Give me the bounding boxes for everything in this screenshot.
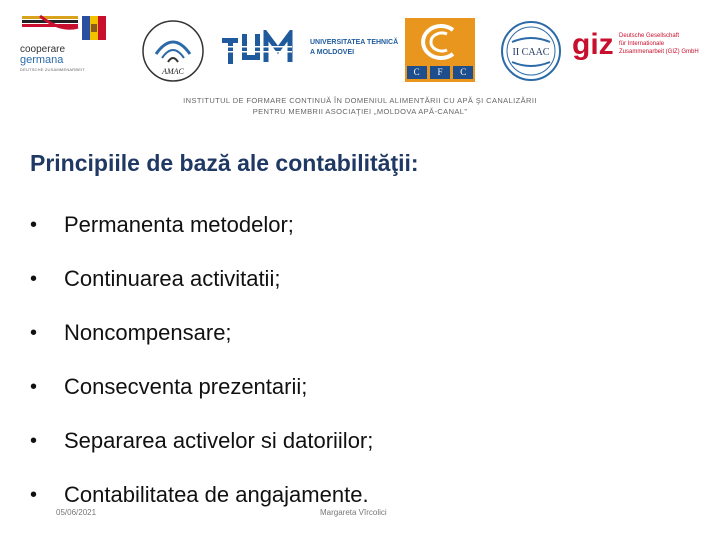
giz-logo (572, 26, 712, 66)
cfc-letter-2: F (430, 66, 450, 79)
bullet-dot: • (30, 321, 38, 344)
coop-line2: germana (20, 54, 64, 66)
giz-wordmark: giz (572, 28, 614, 61)
cfc-letters (405, 66, 475, 79)
cfc-logo (405, 18, 475, 82)
bullet-dot: • (30, 483, 38, 506)
list-item-text: Permanenta metodelor; (64, 212, 294, 237)
cfc-emblem-icon (405, 18, 475, 64)
list-item (30, 252, 373, 306)
giz-subtext (619, 32, 699, 56)
iicaac-label: II CAAC (512, 47, 550, 58)
flags-icon (20, 14, 110, 44)
bullet-dot: • (30, 375, 38, 398)
list-item-text: Noncompensare; (64, 320, 232, 345)
utm-line2: A MOLDOVEI (310, 49, 355, 56)
institute-line1: INSTITUTUL DE FORMARE CONTINUĂ ÎN DOMENIUL ALIMENTĂRII CU APĂ ŞI CANALIZĂRII (183, 96, 537, 105)
coop-line1: cooperare (20, 44, 66, 55)
utm-emblem-icon (222, 30, 308, 66)
giz-sub-line3: Zusammenarbeit (GIZ) GmbH (619, 49, 699, 55)
cooperare-germana-logo (20, 14, 112, 80)
bullet-dot: • (30, 429, 38, 452)
list-item (30, 198, 373, 252)
list-item-text: Consecventa prezentarii; (64, 374, 308, 399)
logo-bar (0, 0, 720, 92)
list-item-text: Continuarea activitatii; (64, 266, 281, 291)
footer-author: Margareta Vîrcolici (320, 508, 387, 517)
principles-list (30, 198, 373, 522)
iicaac-emblem-icon (500, 20, 562, 82)
institute-header (120, 95, 600, 117)
coop-line3: DEUTSCHE ZUSAMMENARBEIT (20, 67, 86, 72)
utm-logo (222, 30, 402, 66)
list-item-text: Separarea activelor si datoriilor; (64, 428, 374, 453)
bullet-dot: • (30, 267, 38, 290)
cfc-letter-3: C (453, 66, 473, 79)
utm-line1: UNIVERSITATEA TEHNICĂ (310, 39, 399, 46)
list-item (30, 360, 373, 414)
iicaac-logo (500, 20, 562, 82)
institute-line2: PENTRU MEMBRII ASOCIAŢIEI „MOLDOVA APĂ-CANAL” (252, 107, 468, 116)
slide-title: Principiile de bază ale contabilităţii: (30, 150, 419, 176)
list-item (30, 414, 373, 468)
giz-sub-line1: Deutsche Gesellschaft (619, 33, 680, 39)
amac-logo (140, 18, 206, 84)
list-item (30, 306, 373, 360)
footer-date: 05/06/2021 (56, 508, 97, 517)
amac-emblem-icon (140, 18, 206, 84)
list-item-text: Contabilitatea de angajamente. (64, 482, 369, 507)
giz-sub-line2: für Internationale (619, 41, 665, 47)
amac-label: AMAC (162, 67, 184, 76)
bullet-dot: • (30, 213, 38, 236)
cfc-letter-1: C (407, 66, 427, 79)
